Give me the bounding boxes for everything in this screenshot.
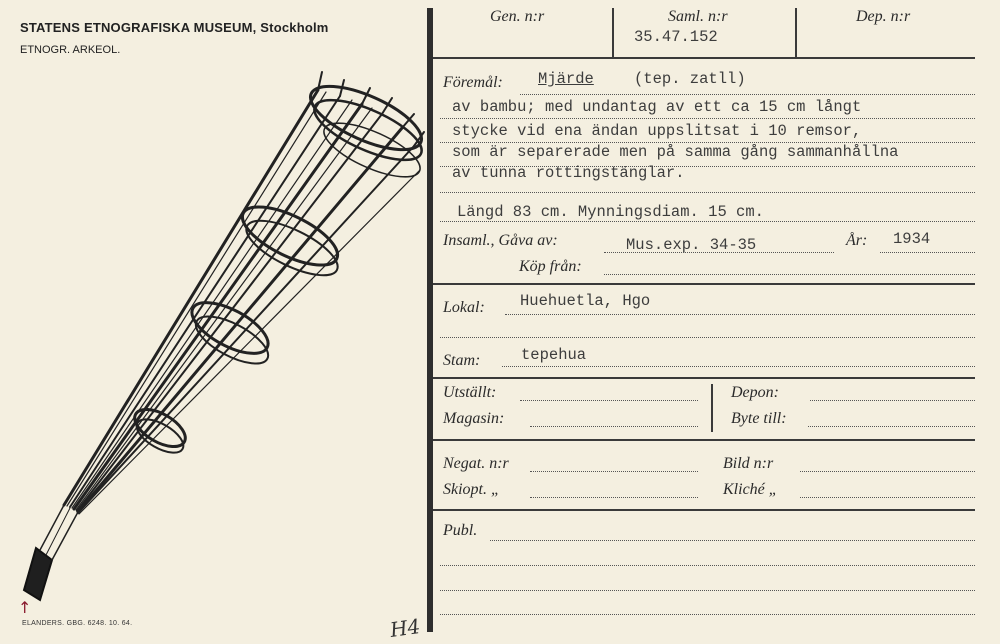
utstallt-label: Utställt: xyxy=(443,384,497,401)
bild-label: Bild n:r xyxy=(723,455,774,472)
rule-4 xyxy=(433,439,975,441)
year-label: År: xyxy=(846,232,868,249)
depon-label: Depon: xyxy=(731,384,779,401)
dep-nr-label: Dep. n:r xyxy=(856,8,911,25)
dotline-stam xyxy=(502,366,975,367)
description-line-2: stycke vid ena ändan uppslitsat i 10 remsor, xyxy=(452,122,862,140)
saml-nr-value: 35.47.152 xyxy=(634,28,718,46)
kliche-label: Kliché „ xyxy=(723,481,778,498)
rule-1 xyxy=(433,57,975,59)
pen-mark: ↑ xyxy=(18,598,32,617)
byte-label: Byte till: xyxy=(731,410,787,427)
dotline-negat xyxy=(530,471,698,472)
top-divider-2 xyxy=(795,8,797,58)
dotline-byte xyxy=(808,426,975,427)
insaml-value: Mus.exp. 34-35 xyxy=(626,236,757,254)
insaml-label: Insaml., Gåva av: xyxy=(443,232,558,249)
dotline-skiopt xyxy=(530,497,698,498)
skiopt-label: Skiopt. „ xyxy=(443,481,500,498)
lokal-value: Huehuetla, Hgo xyxy=(520,292,651,310)
department-label: ETNOGR. ARKEOL. xyxy=(20,44,121,56)
printer-imprint: ELANDERS. GBG. 6248. 10. 64. xyxy=(22,620,133,627)
dotline-2 xyxy=(440,118,975,119)
gen-nr-label: Gen. n:r xyxy=(490,8,545,25)
year-value: 1934 xyxy=(893,230,931,248)
description-line-3: som är separerade men på samma gång sammanhållna xyxy=(452,143,899,161)
publ-label: Publ. xyxy=(443,522,478,539)
dotline-bild xyxy=(800,471,975,472)
dimensions: Längd 83 cm. Mynningsdiam. 15 cm. xyxy=(457,203,764,221)
dotline-depon xyxy=(810,400,975,401)
rule-5 xyxy=(433,509,975,511)
object-local-name: (tep. zatll) xyxy=(634,70,746,88)
top-divider-1 xyxy=(612,8,614,58)
stam-label: Stam: xyxy=(443,352,481,369)
museum-city: Stockholm xyxy=(260,20,329,35)
dotline-6 xyxy=(440,221,975,222)
dotline-publ-1 xyxy=(490,540,975,541)
dotline-utstallt xyxy=(520,400,698,401)
stam-value: tepehua xyxy=(521,346,587,364)
dotline-1 xyxy=(520,94,975,95)
object-name: Mjärde xyxy=(538,70,594,88)
lokal-label: Lokal: xyxy=(443,299,485,316)
description-line-4: av tunna rottingstänglar. xyxy=(452,164,685,182)
fish-trap-illustration xyxy=(0,0,430,644)
rule-3 xyxy=(433,377,975,379)
storage-divider xyxy=(711,384,713,432)
dotline-publ-3 xyxy=(440,590,975,591)
museum-title: STATENS ETNOGRAFISKA MUSEUM, xyxy=(20,20,257,35)
description-line-1: av bambu; med undantag av ett ca 15 cm långt xyxy=(452,98,862,116)
negat-label: Negat. n:r xyxy=(443,455,509,472)
dotline-insaml xyxy=(604,252,834,253)
dotline-kliche xyxy=(800,497,975,498)
foremal-label: Föremål: xyxy=(443,74,503,91)
handwritten-note: H4 xyxy=(388,614,422,642)
dotline-lokal xyxy=(505,314,975,315)
saml-nr-label: Saml. n:r xyxy=(668,8,728,25)
rule-2 xyxy=(433,283,975,285)
kop-label: Köp från: xyxy=(519,258,582,275)
dotline-lokal-2 xyxy=(440,337,975,338)
magasin-label: Magasin: xyxy=(443,410,505,427)
form-left-border xyxy=(427,8,433,632)
dotline-year xyxy=(880,252,975,253)
dotline-magasin xyxy=(530,426,698,427)
dotline-publ-4 xyxy=(440,614,975,615)
dotline-5 xyxy=(440,192,975,193)
dotline-publ-2 xyxy=(440,565,975,566)
dotline-kop xyxy=(604,274,975,275)
